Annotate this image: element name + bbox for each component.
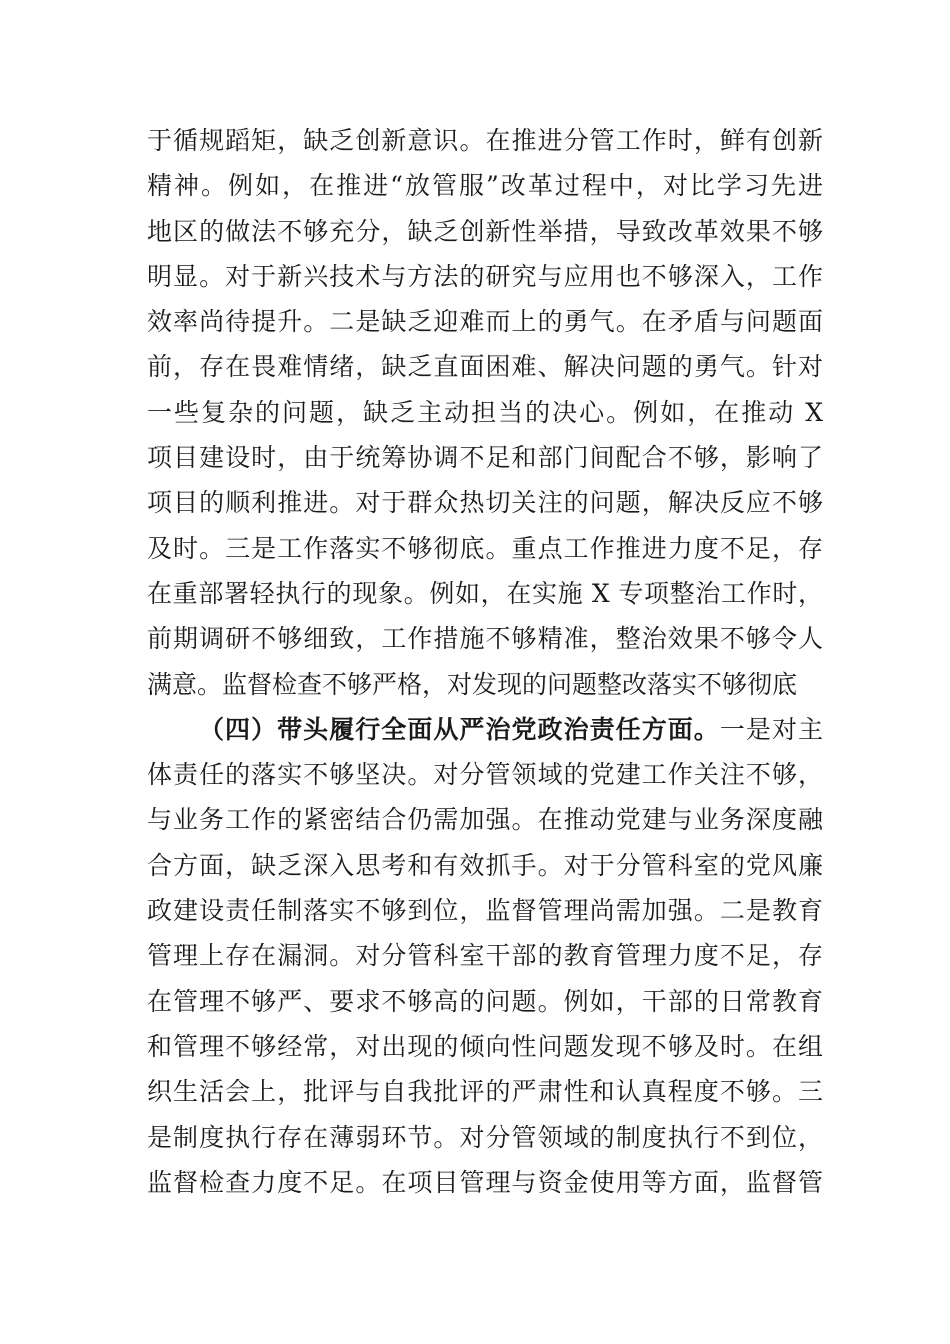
text-line-16: 与业务工作的紧密结合仍需加强。在推动党建与业务深度融 bbox=[147, 805, 823, 835]
text-line-2: 精神。例如，在推进“放管服”改革过程中，对比学习先进 bbox=[147, 171, 823, 201]
section-4-heading: （四）带头履行全面从严治党政治责任方面。 bbox=[199, 714, 720, 744]
text-line-11: 在重部署轻执行的现象。例如，在实施 X 专项整治工作时， bbox=[147, 578, 823, 608]
text-line-24: 监督检查力度不足。在项目管理与资金使用等方面，监督管 bbox=[147, 1167, 823, 1197]
text-line-20: 在管理不够严、要求不够高的问题。例如，干部的日常教育 bbox=[147, 986, 823, 1016]
text-line-17: 合方面，缺乏深入思考和有效抓手。对于分管科室的党风廉 bbox=[147, 850, 823, 880]
text-line-13: 满意。监督检查不够严格，对发现的问题整改落实不够彻底 bbox=[147, 669, 798, 699]
text-line-15: 体责任的落实不够坚决。对分管领域的党建工作关注不够， bbox=[147, 760, 823, 790]
text-line-21: 和管理不够经常，对出现的倾向性问题发现不够及时。在组 bbox=[147, 1031, 823, 1061]
text-line-6: 前，存在畏难情绪，缺乏直面困难、解决问题的勇气。针对 bbox=[147, 352, 823, 382]
section-4-heading-line bbox=[147, 707, 823, 752]
text-line-22: 织生活会上，批评与自我批评的严肃性和认真程度不够。三 bbox=[147, 1077, 823, 1107]
text-line-1: 于循规蹈矩，缺乏创新意识。在推进分管工作时，鲜有创新 bbox=[147, 126, 823, 155]
text-line-5: 效率尚待提升。二是缺乏迎难而上的勇气。在矛盾与问题面 bbox=[147, 307, 823, 337]
text-line-23: 是制度执行存在薄弱环节。对分管领域的制度执行不到位， bbox=[147, 1122, 823, 1152]
text-line-3: 地区的做法不够充分，缺乏创新性举措，导致改革效果不够 bbox=[147, 216, 823, 246]
text-line-7: 一些复杂的问题，缺乏主动担当的决心。例如，在推动 X bbox=[147, 397, 823, 427]
text-line-12: 前期调研不够细致，工作措施不够精准，整治效果不够令人 bbox=[147, 624, 823, 654]
text-line-4: 明显。对于新兴技术与方法的研究与应用也不够深入，工作 bbox=[147, 261, 823, 291]
text-line-8: 项目建设时，由于统筹协调不足和部门间配合不够，影响了 bbox=[147, 443, 823, 473]
body-text bbox=[147, 118, 823, 1205]
text-line-9: 项目的顺利推进。对于群众热切关注的问题，解决反应不够 bbox=[147, 488, 823, 518]
section-4-first-line-rest: 一是对主 bbox=[719, 714, 823, 744]
text-line-19: 管理上存在漏洞。对分管科室干部的教育管理力度不足，存 bbox=[147, 941, 823, 971]
text-line-10: 及时。三是工作落实不够彻底。重点工作推进力度不足，存 bbox=[147, 533, 823, 563]
text-line-18: 政建设责任制落实不够到位，监督管理尚需加强。二是教育 bbox=[147, 896, 823, 926]
